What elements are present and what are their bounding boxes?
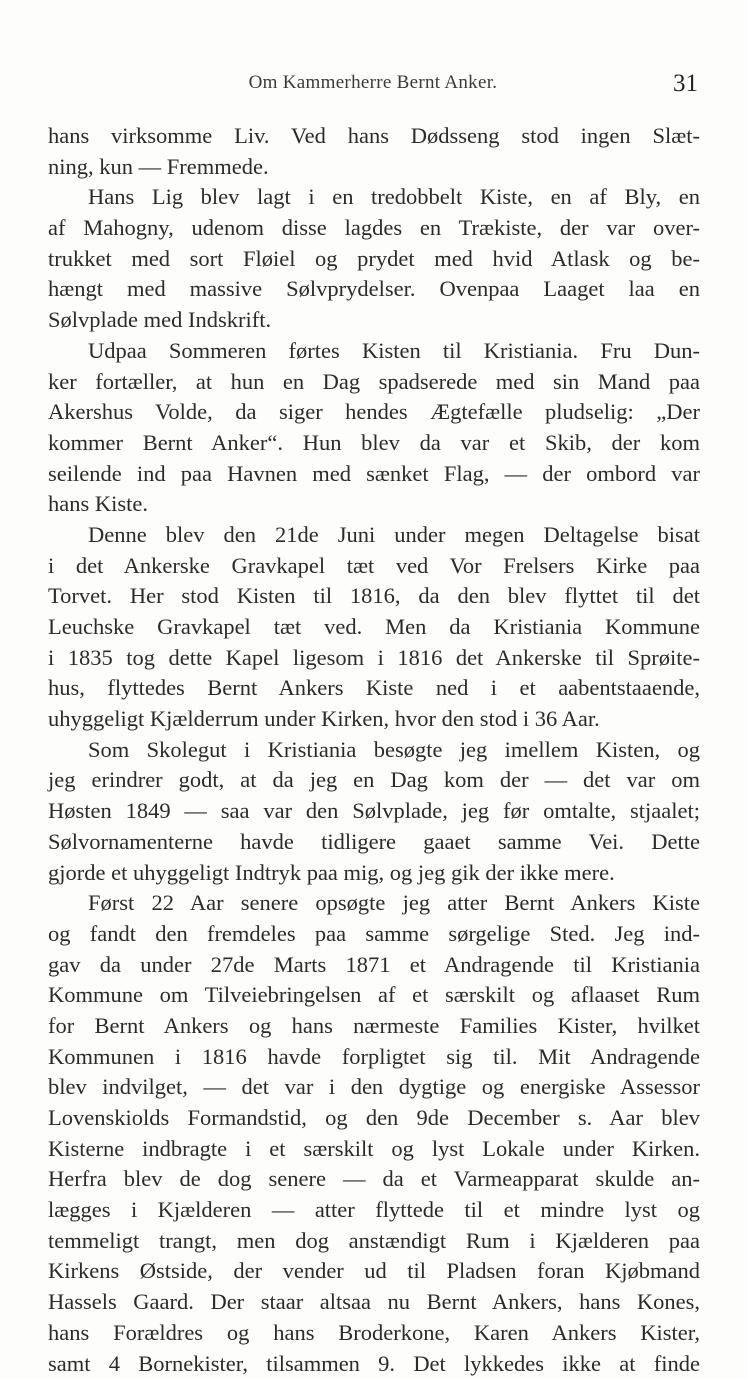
text-line: Hans Lig blev lagt i en tredobbelt Kiste, en af Bly, en [48, 182, 700, 213]
text-line: kommer Bernt Anker“. Hun blev da var et Skib, der kom [48, 428, 700, 459]
text-line: for Bernt Ankers og hans nærmeste Families Kister, hvilket [48, 1011, 700, 1042]
text-line: Høsten 1849 — saa var den Sølvplade, jeg før omtalte, stjaalet; [48, 796, 700, 827]
text-line: hængt med massive Sølvprydelser. Ovenpaa Laaget laa en [48, 274, 700, 305]
text-line: Hassels Gaard. Der staar altsaa nu Bernt Ankers, hans Kones, [48, 1287, 700, 1318]
text-line: Lovenskiolds Formandstid, og den 9de December s. Aar blev [48, 1103, 700, 1134]
text-line: lægges i Kjælderen — atter flyttede til et mindre lyst og [48, 1195, 700, 1226]
running-title: Om Kammerherre Bernt Anker. [48, 72, 698, 94]
text-line: af Mahogny, udenom disse lagdes en Trækiste, der var over- [48, 213, 700, 244]
text-line: Kommunen i 1816 havde forpligtet sig til. Mit Andragende [48, 1042, 700, 1073]
text-line: Kirkens Østside, der vender ud til Pladsen foran Kjøbmand [48, 1256, 700, 1287]
text-line: Først 22 Aar senere opsøgte jeg atter Bernt Ankers Kiste [48, 888, 700, 919]
text-line: i det Ankerske Gravkapel tæt ved Vor Frelsers Kirke paa [48, 551, 700, 582]
text-line: og fandt den fremdeles paa samme sørgelige Sted. Jeg ind- [48, 919, 700, 950]
text-line: Leuchske Gravkapel tæt ved. Men da Kristiania Kommune [48, 612, 700, 643]
text-line: Herfra blev de dog senere — da et Varmeapparat skulde an- [48, 1164, 700, 1195]
text-line: trukket med sort Fløiel og prydet med hvid Atlask og be- [48, 244, 700, 275]
text-line: hans Kiste. [48, 489, 700, 520]
text-line: blev indvilget, — det var i den dygtige og energiske Assessor [48, 1072, 700, 1103]
text-line: gjorde et uhyggeligt Indtryk paa mig, og jeg gik der ikke mere. [48, 858, 700, 889]
text-line: temmeligt trangt, men dog anstændigt Rum i Kjælderen paa [48, 1226, 700, 1257]
text-line: hus, flyttedes Bernt Ankers Kiste ned i et aabentstaaende, [48, 673, 700, 704]
text-line: Kommune om Tilveiebringelsen af et særskilt og aflaaset Rum [48, 980, 700, 1011]
text-line: jeg erindrer godt, at da jeg en Dag kom der — det var om [48, 765, 700, 796]
text-line: uhyggeligt Kjælderrum under Kirken, hvor den stod i 36 Aar. [48, 704, 700, 735]
text-line: samt 4 Bornekister, tilsammen 9. Det lykkedes ikke at finde [48, 1349, 700, 1379]
body-text [48, 121, 700, 1379]
text-line: Kisterne indbragte i et særskilt og lyst Lokale under Kirken. [48, 1134, 700, 1165]
text-line: hans virksomme Liv. Ved hans Dødsseng stod ingen Slæt- [48, 121, 700, 152]
page-header [48, 72, 698, 106]
text-line: Sølvplade med Indskrift. [48, 305, 700, 336]
text-line: ning, kun — Fremmede. [48, 152, 700, 183]
text-line: seilende ind paa Havnen med sænket Flag, — der ombord var [48, 459, 700, 490]
text-line: Sølvornamenterne havde tidligere gaaet samme Vei. Dette [48, 827, 700, 858]
text-line: Torvet. Her stod Kisten til 1816, da den blev flyttet til det [48, 581, 700, 612]
text-line: gav da under 27de Marts 1871 et Andragende til Kristiania [48, 950, 700, 981]
text-line: ker fortæller, at hun en Dag spadserede med sin Mand paa [48, 367, 700, 398]
text-line: Denne blev den 21de Juni under megen Deltagelse bisat [48, 520, 700, 551]
text-line: Akershus Volde, da siger hendes Ægtefælle pludselig: „Der [48, 397, 700, 428]
text-line: hans Forældres og hans Broderkone, Karen Ankers Kister, [48, 1318, 700, 1349]
text-line: Som Skolegut i Kristiania besøgte jeg imellem Kisten, og [48, 735, 700, 766]
text-line: Udpaa Sommeren førtes Kisten til Kristiania. Fru Dun- [48, 336, 700, 367]
text-line: i 1835 tog dette Kapel ligesom i 1816 det Ankerske til Sprøite- [48, 643, 700, 674]
page-number: 31 [673, 70, 698, 98]
